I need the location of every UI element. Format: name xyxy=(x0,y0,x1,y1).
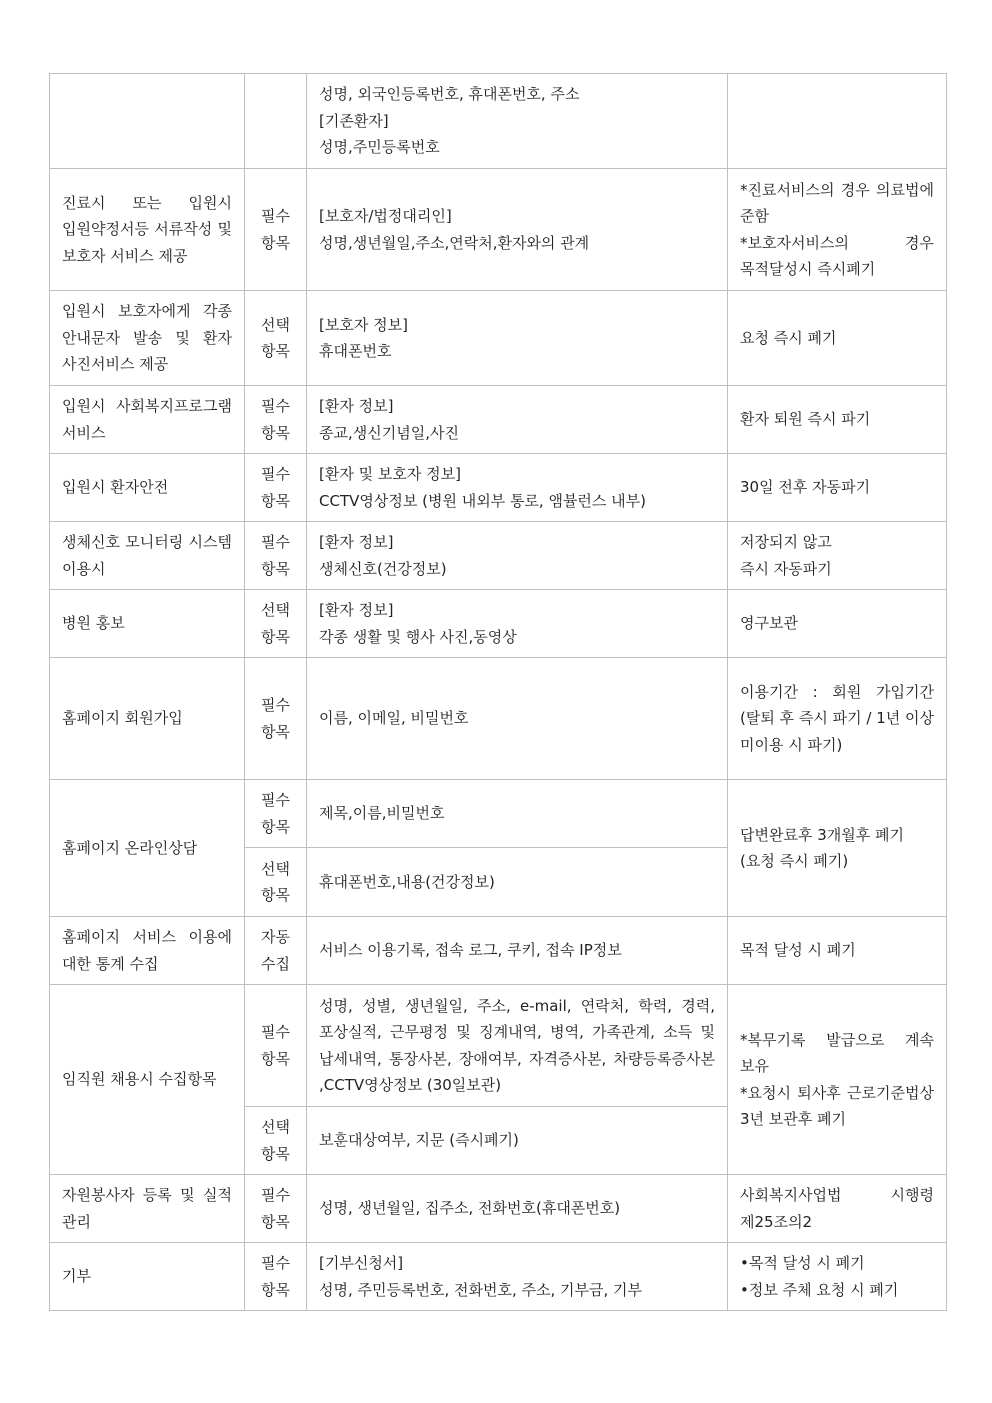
items-line: 휴대폰번호 xyxy=(319,342,392,360)
retention-line: 저장되지 않고 xyxy=(740,533,832,551)
retention-cell xyxy=(728,985,947,1175)
items-line: 생체신호(건강정보) xyxy=(319,559,447,578)
purpose-cell: 진료시 또는 입원시 입원약정서등 서류작성 및 보호자 서비스 제공 xyxy=(50,169,245,291)
items-cell xyxy=(307,917,728,985)
purpose-cell: 자원봉사자 등록 및 실적 관리 xyxy=(50,1175,245,1243)
items-cell xyxy=(307,169,728,291)
table-row xyxy=(50,917,947,985)
items-line: 보훈대상여부, 지문 (즉시폐기) xyxy=(319,1131,519,1150)
purpose-cell: 입원시 환자안전 xyxy=(50,454,245,522)
retention-line: *진료서비스의 경우 의료법에 준함 xyxy=(740,180,934,225)
privacy-collection-table xyxy=(49,73,947,1311)
retention-cell xyxy=(728,522,947,590)
purpose-cell xyxy=(50,74,245,169)
items-line: 이름, 이메일, 비밀번호 xyxy=(319,709,469,728)
items-cell xyxy=(307,522,728,590)
items-line: 서비스 이용기록, 접속 로그, 쿠키, 접속 IP정보 xyxy=(319,941,622,960)
retention-cell xyxy=(728,1175,947,1243)
category-cell: 필수 항목 xyxy=(245,985,307,1107)
table-row xyxy=(50,454,947,522)
category-cell: 자동 수집 xyxy=(245,917,307,985)
purpose-cell: 기부 xyxy=(50,1243,245,1311)
items-line: 성명, 주민등록번호, 전화번호, 주소, 기부금, 기부 xyxy=(319,1280,642,1299)
category-cell: 필수 항목 xyxy=(245,386,307,454)
items-cell xyxy=(307,1175,728,1243)
retention-line: •정보 주체 요청 시 폐기 xyxy=(740,1280,899,1299)
retention-cell xyxy=(728,658,947,780)
items-line: 성명, 외국인등록번호, 휴대폰번호, 주소 xyxy=(319,85,580,104)
items-line: 종교,생신기념일,사진 xyxy=(319,423,459,442)
category-cell: 선택 항목 xyxy=(245,291,307,386)
items-line: [환자 정보] xyxy=(319,397,394,415)
items-line: 각종 생활 및 행사 사진,동영상 xyxy=(319,627,517,646)
category-cell: 필수 항목 xyxy=(245,1243,307,1311)
table-row xyxy=(50,985,947,1107)
table-row xyxy=(50,1175,947,1243)
items-cell xyxy=(307,590,728,658)
retention-line: 사회복지사업법 시행령 제25조의2 xyxy=(740,1186,934,1231)
items-line: 제목,이름,비밀번호 xyxy=(319,804,445,823)
retention-line: *복무기록 발급으로 계속 보유 xyxy=(740,1030,934,1075)
table-row xyxy=(50,291,947,386)
table-row xyxy=(50,1243,947,1311)
retention-line: 환자 퇴원 즉시 파기 xyxy=(740,410,871,429)
items-cell xyxy=(307,1243,728,1311)
retention-line: 목적 달성 시 폐기 xyxy=(740,941,856,960)
items-line: 휴대폰번호,내용(건강정보) xyxy=(319,872,495,891)
items-line: 성명,생년월일,주소,연락처,환자와의 관계 xyxy=(319,233,590,252)
items-line: [보호자/법정대리인] xyxy=(319,207,452,225)
table-row xyxy=(50,386,947,454)
items-cell xyxy=(307,74,728,169)
retention-line: *보호자서비스의 경우 목적달성시 즉시폐기 xyxy=(740,233,934,278)
retention-line: 30일 전후 자동파기 xyxy=(740,478,871,497)
category-cell: 필수 항목 xyxy=(245,1175,307,1243)
category-cell: 필수 항목 xyxy=(245,454,307,522)
table-row xyxy=(50,780,947,848)
retention-cell xyxy=(728,169,947,291)
retention-line: 영구보관 xyxy=(740,614,798,633)
category-cell: 필수 항목 xyxy=(245,522,307,590)
retention-line: 즉시 자동파기 xyxy=(740,559,832,578)
category-cell xyxy=(245,74,307,169)
items-cell xyxy=(307,985,728,1107)
items-line: 성명, 생년월일, 집주소, 전화번호(휴대폰번호) xyxy=(319,1199,621,1218)
items-cell xyxy=(307,658,728,780)
category-cell: 필수 항목 xyxy=(245,658,307,780)
retention-cell xyxy=(728,780,947,917)
category-cell: 필수 항목 xyxy=(245,169,307,291)
items-line: [기존환자] xyxy=(319,111,389,130)
category-cell: 선택 항목 xyxy=(245,590,307,658)
items-cell xyxy=(307,848,728,917)
retention-line: •목적 달성 시 폐기 xyxy=(740,1254,865,1272)
items-line: [환자 정보] xyxy=(319,533,394,551)
retention-cell xyxy=(728,291,947,386)
table-row xyxy=(50,658,947,780)
category-cell: 필수 항목 xyxy=(245,780,307,848)
retention-cell xyxy=(728,590,947,658)
purpose-cell: 병원 홍보 xyxy=(50,590,245,658)
items-line: [환자 정보] xyxy=(319,601,394,619)
purpose-cell: 입원시 보호자에게 각종 안내문자 발송 및 환자 사진서비스 제공 xyxy=(50,291,245,386)
purpose-cell: 홈페이지 회원가입 xyxy=(50,658,245,780)
items-line: 성명,주민등록번호 xyxy=(319,138,440,157)
purpose-cell: 입원시 사회복지프로그램 서비스 xyxy=(50,386,245,454)
items-cell xyxy=(307,780,728,848)
table-row xyxy=(50,169,947,291)
items-cell xyxy=(307,386,728,454)
items-line: [환자 및 보호자 정보] xyxy=(319,465,461,483)
retention-line: 요청 즉시 폐기 xyxy=(740,328,837,347)
retention-line: 답변완료후 3개월후 폐기 (요청 즉시 폐기) xyxy=(740,825,904,870)
retention-line: *요청시 퇴사후 근로기준법상 3년 보관후 폐기 xyxy=(740,1083,934,1128)
items-line: [보호자 정보] xyxy=(319,315,408,334)
retention-cell xyxy=(728,917,947,985)
retention-cell xyxy=(728,386,947,454)
items-cell xyxy=(307,1107,728,1175)
table-row xyxy=(50,522,947,590)
purpose-cell: 생체신호 모니터링 시스템 이용시 xyxy=(50,522,245,590)
items-cell xyxy=(307,291,728,386)
purpose-cell: 임직원 채용시 수집항목 xyxy=(50,985,245,1175)
category-cell: 선택 항목 xyxy=(245,848,307,917)
retention-cell xyxy=(728,1243,947,1311)
category-cell: 선택 항목 xyxy=(245,1107,307,1175)
items-line: 성명, 성별, 생년월일, 주소, e-mail, 연락처, 학력, 경력, 포상실적, 근무평정 및 징계내역, 병역, 가족관계, 소득 및 납세내역, 통장사본, 장애여부, 자격증사본, 차량등록증사본 ,CCTV영상정보 (30일보관) xyxy=(319,996,715,1094)
items-line: CCTV영상정보 (병원 내외부 통로, 앰뷸런스 내부) xyxy=(319,491,647,510)
items-line: [기부신청서] xyxy=(319,1254,404,1272)
purpose-cell: 홈페이지 서비스 이용에 대한 통계 수집 xyxy=(50,917,245,985)
table-row xyxy=(50,74,947,169)
table-row xyxy=(50,590,947,658)
items-cell xyxy=(307,454,728,522)
purpose-cell: 홈페이지 온라인상담 xyxy=(50,780,245,917)
retention-line: 이용기간 : 회원 가입기간 (탈퇴 후 즉시 파기 / 1년 이상 미이용 시 파기) xyxy=(740,682,934,754)
retention-cell xyxy=(728,454,947,522)
retention-cell xyxy=(728,74,947,169)
